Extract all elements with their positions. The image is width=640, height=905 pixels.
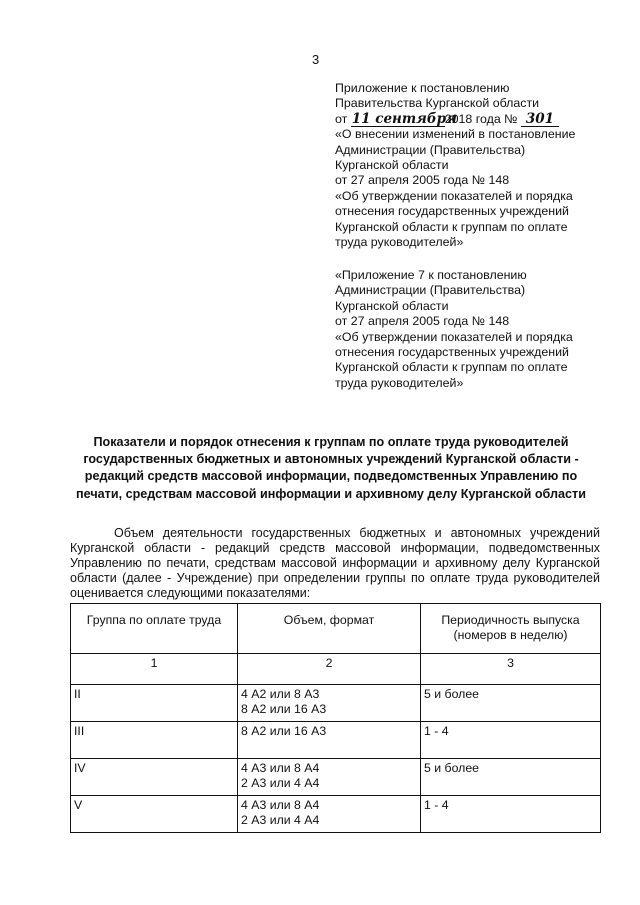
intro-line: Управлению по печати, средствам массовой информации и архивному делу Курганской <box>70 556 600 570</box>
intro-line: Объем деятельности государственных бюджетных и автономных учреждений <box>114 526 600 540</box>
appendix-line: Курганской области <box>335 158 449 173</box>
table-row <box>71 685 601 722</box>
appendix-line: Приложение к постановлению <box>335 81 510 95</box>
periodicity-cell: 5 и более <box>421 685 601 722</box>
header-volume: Объем, формат <box>238 604 421 654</box>
title-line: редакций средств массовой информации, подведомственных Управлению по <box>84 469 578 484</box>
header-periodicity <box>421 604 601 654</box>
table-header-row <box>71 604 601 654</box>
appendix-line: «Об утверждении показателей и порядка <box>335 329 573 344</box>
handwritten-date: 11 сентября <box>351 110 457 127</box>
volume-cell <box>238 685 421 722</box>
periodicity-cell: 5 и более <box>421 759 601 796</box>
appendix-line: отнесения государственных учреждений <box>335 204 569 219</box>
table-row <box>71 722 601 759</box>
group-cell: IV <box>71 759 238 796</box>
date-middle: 2018 года № <box>444 111 518 126</box>
intro-line: оценивается следующими показателями: <box>70 586 311 600</box>
column-number: 3 <box>421 654 601 685</box>
appendix-header-current <box>335 81 615 250</box>
volume-line: 4 А3 или 8 А4 <box>241 798 320 812</box>
volume-line: 8 А2 или 16 А3 <box>241 702 327 716</box>
volume-cell <box>238 722 421 759</box>
title-line: печати, средствам массовой информации и архивному делу Курганской области <box>76 486 586 501</box>
appendix-line: труда руководителей» <box>335 235 464 250</box>
intro-paragraph <box>70 526 600 601</box>
title-line: государственных бюджетных и автономных учреждений Курганской области - <box>83 452 579 467</box>
header-group: Группа по оплате труда <box>71 604 238 654</box>
appendix-line: от 27 апреля 2005 года № 148 <box>335 314 510 329</box>
table-row <box>71 796 601 833</box>
date-prefix: от <box>335 111 348 126</box>
column-number: 2 <box>238 654 421 685</box>
volume-cell <box>238 796 421 833</box>
appendix-line: Курганской области к группам по оплате <box>335 360 568 375</box>
intro-line: области (далее - Учреждение) при определении группы по оплате труда руководителей <box>70 571 600 585</box>
handwritten-number: 301 <box>521 113 559 127</box>
header-periodicity-line: Периодичность выпуска <box>441 613 580 627</box>
intro-line: Курганской области - редакций средств массовой информации, подведомственных <box>70 541 600 555</box>
volume-cell <box>238 759 421 796</box>
group-cell: III <box>71 722 238 759</box>
group-cell: II <box>71 685 238 722</box>
page-number: 3 <box>312 52 320 67</box>
volume-line: 2 А3 или 4 А4 <box>241 813 320 827</box>
volume-line: 8 А2 или 16 А3 <box>241 724 327 738</box>
appendix-date-line <box>335 112 615 127</box>
appendix-line: Курганской области к группам по оплате <box>335 219 568 234</box>
appendix-header-original <box>335 268 615 391</box>
appendix-line: Администрации (Правительства) <box>335 283 526 298</box>
volume-line: 2 А3 или 4 А4 <box>241 776 320 790</box>
appendix-line: труда руководителей» <box>335 375 464 390</box>
column-number-row <box>71 654 601 685</box>
appendix-line: Курганской области <box>335 298 449 313</box>
title-line: Показатели и порядок отнесения к группам по оплате труда руководителей <box>93 435 569 449</box>
indicators-table <box>70 603 601 833</box>
periodicity-cell: 1 - 4 <box>421 796 601 833</box>
document-title <box>62 434 600 503</box>
column-number: 1 <box>71 654 238 685</box>
appendix-line: «О внесении изменений в постановление <box>335 127 576 142</box>
appendix-line: Правительства Курганской области <box>335 96 540 111</box>
volume-line: 4 А2 или 8 А3 <box>241 687 320 701</box>
appendix-line: отнесения государственных учреждений <box>335 345 569 360</box>
table-row <box>71 759 601 796</box>
periodicity-cell: 1 - 4 <box>421 722 601 759</box>
appendix-line: «Об утверждении показателей и порядка <box>335 188 573 203</box>
appendix-line: «Приложение 7 к постановлению <box>335 268 527 282</box>
appendix-line: Администрации (Правительства) <box>335 142 526 157</box>
group-cell: V <box>71 796 238 833</box>
header-periodicity-line: (номеров в неделю) <box>453 628 568 642</box>
volume-line: 4 А3 или 8 А4 <box>241 761 320 775</box>
appendix-line: от 27 апреля 2005 года № 148 <box>335 173 510 188</box>
